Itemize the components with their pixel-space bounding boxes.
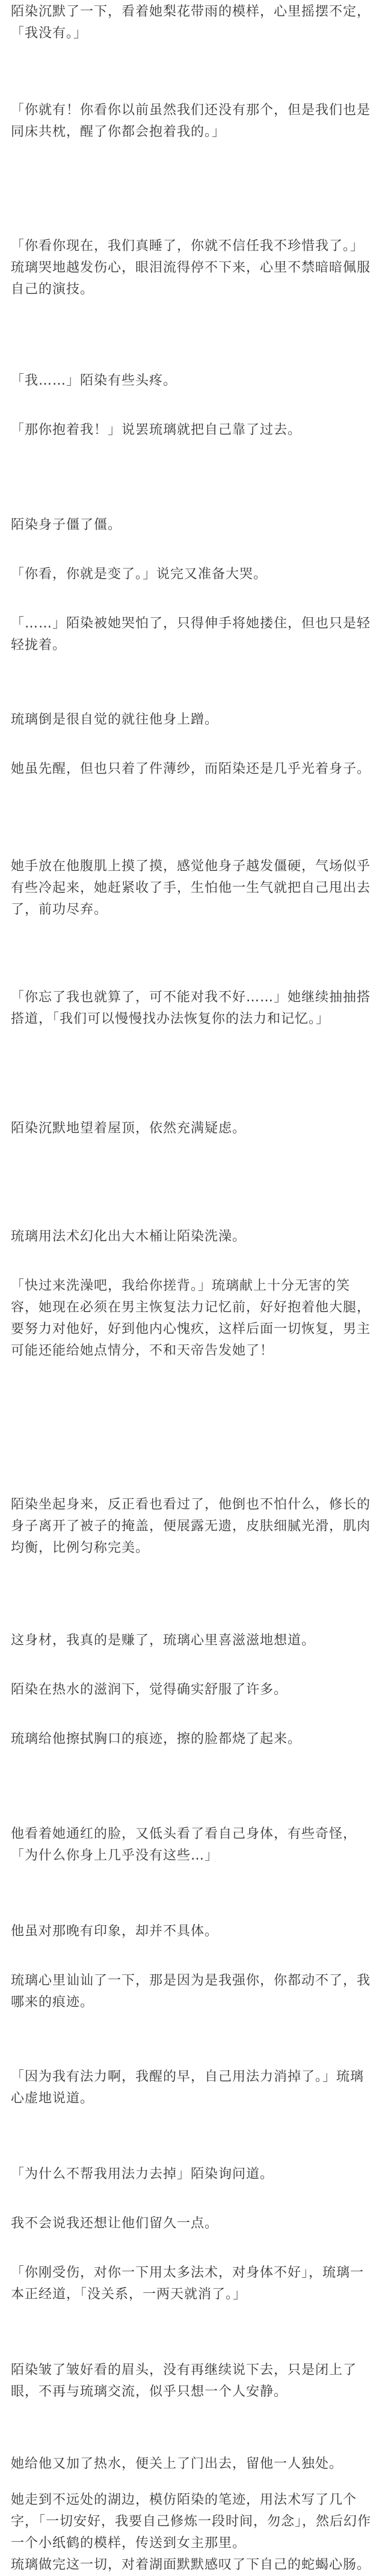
paragraph: 她手放在他腹肌上摸了摸，感觉他身子越发僵硬，气场似乎有些冷起来，她赶紧收了手，生怕他一生气就把自己甩出去了，前功尽弃。 <box>11 859 371 917</box>
paragraph: 琉璃心里讪讪了一下，那是因为是我强你，你都动不了，我哪来的痕迹。 <box>11 1973 371 2010</box>
paragraph: 陌染沉默地望着屋顶，依然充满疑虑。 <box>11 1121 247 1136</box>
paragraph: 陌染皱了皱好看的眉头，没有再继续说下去，只是闭上了眼，不再与琉璃交流，似乎只想一个人安静。 <box>11 2363 357 2399</box>
paragraph: 「因为我有法力啊，我醒的早，自己用法力消掉了。」琉璃心虚地说道。 <box>11 2069 365 2106</box>
paragraph: 「我……」陌染有些头疼。 <box>11 373 177 388</box>
paragraph: 「……」陌染被她哭怕了，只得伸手将她搂住，但也只是轻轻拢着。 <box>11 616 371 653</box>
paragraph: 琉璃做完这一切，对着湖面默默感叹了下自己的蛇蝎心肠。 <box>11 2557 371 2572</box>
paragraph: 琉璃给他擦拭胸口的痕迹，擦的脸都烧了起来。 <box>11 1732 302 1747</box>
paragraph: 我不会说我还想让他们留久一点。 <box>11 2216 219 2231</box>
paragraph: 她走到不远处的湖边，模仿陌染的笔迹，用法术写了几个字，「一切安好，我要自己修炼一段时间，勿念」，然后幻作一个小纸鹤的模样，传送到女主那里。 <box>11 2492 372 2551</box>
paragraph: 琉璃用法术幻化出大木桶让陌染洗澡。 <box>11 1229 247 1244</box>
paragraph: 「你就有！你看你以前虽然我们还没有那个，但是我们也是同床共枕，醒了你都会抱着我的。」 <box>11 103 371 139</box>
paragraph: 「快过来洗澡吧，我给你搓背。」琉璃献上十分无害的笑容，她现在必须在男主恢复法力记忆前，好好抱着他大腿，要努力对他好，好到他内心愧疚，这样后面一切恢复，男主可能还能给她点情分，不和天帝告发她了！ <box>11 1278 371 1358</box>
paragraph: 陌染在热水的滋润下，觉得确实舒服了许多。 <box>11 1682 288 1697</box>
paragraph: 陌染坐起身来，反正看也看过了，他倒也不怕什么，修长的身子离开了被子的掩盖，便展露无遗，皮肤细腻光滑，肌肉均衡，比例匀称完美。 <box>11 1497 371 1555</box>
paragraph: 她给他又加了热水，便关上了门出去，留他一人独处。 <box>11 2456 343 2471</box>
paragraph: 「你看你现在，我们真睡了，你就不信任我不珍惜我了。」琉璃哭地越发伤心，眼泪流得停不下来，心里不禁暗暗佩服自己的演技。 <box>11 239 371 297</box>
paragraph: 他看着她通红的脸，又低头看了看自己身体，有些奇怪，「为什么你身上几乎没有这些…」 <box>11 1827 357 1863</box>
article-body <box>0 1 385 2572</box>
paragraph: 陌染身子僵了僵。 <box>11 517 122 533</box>
paragraph: 他虽对那晚有印象，却并不具体。 <box>11 1924 219 1939</box>
paragraph: 这身材，我真的是赚了，琉璃心里喜滋滋地想道。 <box>11 1633 316 1648</box>
paragraph: 「你忘了我也就算了，可不能对我不好……」她继续抽抽搭搭道，「我们可以慢慢找办法恢复你的法力和记忆。」 <box>11 990 371 1027</box>
paragraph: 「为什么不帮我用法力去掉」陌染询问道。 <box>11 2167 274 2182</box>
paragraph: 她虽先醒，但也只着了件薄纱，而陌染还是几乎光着身子。 <box>11 762 371 777</box>
paragraph: 「你刚受伤，对你一下用太多法术，对身体不好」，琉璃一本正经道，「没关系，一两天就消了。」 <box>11 2265 365 2302</box>
paragraph: 「那你抱着我！」说罢琉璃就把自己靠了过去。 <box>11 423 302 438</box>
paragraph: 陌染沉默了一下，看着她梨花带雨的模样，心里摇摆不定，「我没有。」 <box>11 4 371 41</box>
paragraph: 「你看，你就是变了。」说完又准备大哭。 <box>11 567 268 582</box>
paragraph: 琉璃倒是很自觉的就往他身上蹭。 <box>11 712 219 727</box>
